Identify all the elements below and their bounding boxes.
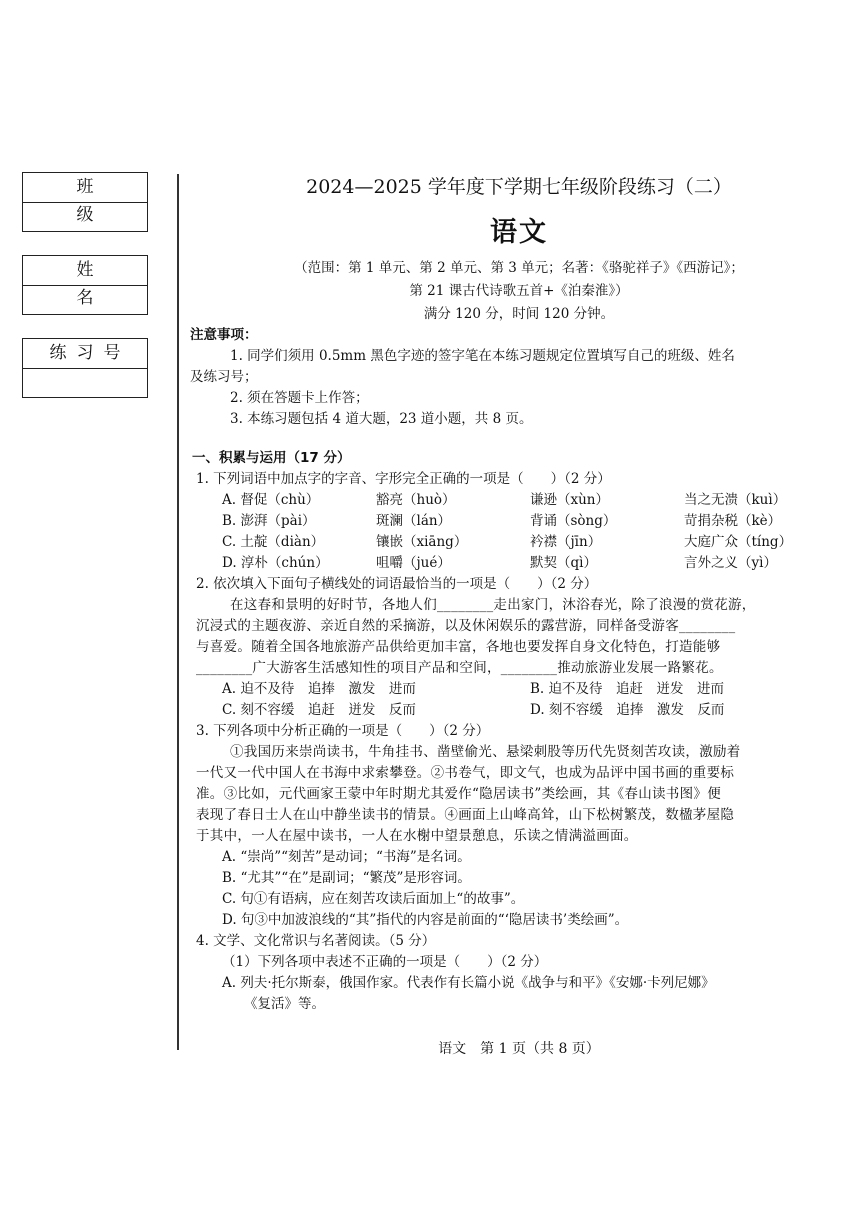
q3-passage-2: 一代又一代中国人在书海中求索攀登。②书卷气，即文气，也成为品评中国书画的重要标 [196,765,735,781]
q3-option-c: C. 句①有语病，应在刻苦攻读后面加上“的故事”。 [222,891,525,907]
q4-option-a-line1: A. 列夫·托尔斯泰，俄国作家。代表作有长篇小说《战争与和平》《安娜·卡列尼娜》 [222,975,715,991]
class-label: 班级 [23,173,147,203]
section-1-heading: 一、积累与运用（17 分） [192,450,351,466]
notice-heading: 注意事项： [190,327,258,343]
q1-a-2: 豁亮（huò） [376,492,456,508]
q4-stem: 4. 文学、文化常识与名著阅读。（5 分） [196,933,436,949]
q2-passage-1: 在这春和景明的好时节，各地人们________走出家门，沐浴春光，除了浪漫的赏花游， [230,597,756,613]
q2-option-b: B. 迫不及待 追赶 迸发 进而 [530,681,725,697]
q1-b-1: B. 澎湃（pài） [222,513,316,529]
q2-option-d: D. 刻不容缓 追捧 激发 反而 [530,702,725,718]
q1-d-2: 咀嚼（jué） [376,555,451,571]
q1-c-4: 大庭广众（tíng） [684,534,793,550]
q1-c-3: 衿襟（jīn） [530,534,602,550]
q1-b-3: 背诵（sòng） [530,513,617,529]
q2-passage-3: 与喜爱。随着全国各地旅游产品供给更加丰富，各地也要发挥自身文化特色，打造能够 [196,639,721,655]
q1-a-3: 谦逊（xùn） [530,492,610,508]
q1-a-1: A. 督促（chù） [222,492,320,508]
q1-b-2: 斑澜（lán） [376,513,452,529]
range-line-2: 第 21 课古代诗歌五首+《泊秦淮》） [409,283,629,299]
q1-d-3: 默契（qì） [530,555,597,571]
q2-passage-4: ________广大游客生活感知性的项目产品和空间，________推动旅游业发展一路繁花。 [196,660,723,676]
q2-option-a: A. 迫不及待 追捧 激发 进而 [222,681,416,697]
number-label: 练习号 [23,339,147,369]
exam-title: 2024—2025 学年度下学期七年级阶段练习（二） [306,176,732,198]
q3-passage-5: 于其中，一人在屋中读书，一人在水榭中望景憩息，乐读之情满溢画面。 [196,828,638,844]
subject-title: 语文 [490,217,548,248]
q2-stem: 2. 依次填入下面句子横线处的词语最恰当的一项是（ ）（2 分） [196,576,598,592]
notice-item-1a: 1. 同学们须用 0.5mm 黑色字迹的签字笔在本练习题规定位置填写自己的班级、姓名 [230,348,735,364]
q3-option-b: B. “尤其”“在”是副词；“繁茂”是形容词。 [222,870,471,886]
q1-stem: 1. 下列词语中加点字的字音、字形完全正确的一项是（ ）（2 分） [196,471,611,487]
notice-item-3: 3. 本练习题包括 4 道大题，23 道小题，共 8 页。 [230,411,533,427]
name-label: 姓名 [23,256,147,286]
q3-option-a: A. “崇尚”“刻苦”是动词；“书海”是名词。 [222,849,471,865]
q1-d-1: D. 淳朴（chún） [222,555,329,571]
q3-option-d: D. 句③中加波浪线的“其”指代的内容是前面的“‘隐居读书’类绘画”。 [222,912,629,928]
q1-a-4: 当之无溃（kuì） [684,492,787,508]
q1-c-1: C. 土靛（diàn） [222,534,325,550]
page-footer: 语文 第 1 页（共 8 页） [438,1041,600,1057]
q1-d-4: 言外之义（yì） [684,555,777,571]
notice-item-2: 2. 须在答题卡上作答； [230,390,369,406]
q3-passage-4: 表现了春日士人在山中静坐读书的情景。④画面上山峰高耸，山下松树繁茂，数楹茅屋隐 [196,807,735,823]
q1-b-4: 苛捐杂税（kè） [684,513,782,529]
q4-sub-1: （1）下列各项中表述不正确的一项是（ ）（2 分） [222,954,548,970]
q3-passage-3: 准。③比如，元代画家王蒙中年时期尤其爱作“隐居读书”类绘画，其《春山读书图》便 [196,786,722,802]
class-box [22,172,148,232]
q1-c-2: 镶嵌（xiāng） [376,534,468,550]
score-time: 满分 120 分，时间 120 分钟。 [423,306,615,322]
q3-stem: 3. 下列各项中分析正确的一项是（ ）（2 分） [196,723,490,739]
notice-item-1b: 及练习号； [190,369,258,385]
range-line-1: （范围：第 1 单元、第 2 单元、第 3 单元；名著：《骆驼祥子》《西游记》； [294,260,744,276]
q2-passage-2: 沉浸式的主题夜游、亲近自然的采摘游，以及休闲娱乐的露营游，同样备受游客________ [196,618,736,634]
name-box [22,255,148,315]
number-box [22,338,148,398]
q2-option-c: C. 刻不容缓 追赶 迸发 反而 [222,702,416,718]
q4-option-a-line2: 《复活》等。 [244,996,325,1012]
q3-passage-1: ①我国历来崇尚读书，牛角挂书、凿壁偷光、悬梁刺股等历代先贤刻苦攻读，激励着 [230,744,741,760]
